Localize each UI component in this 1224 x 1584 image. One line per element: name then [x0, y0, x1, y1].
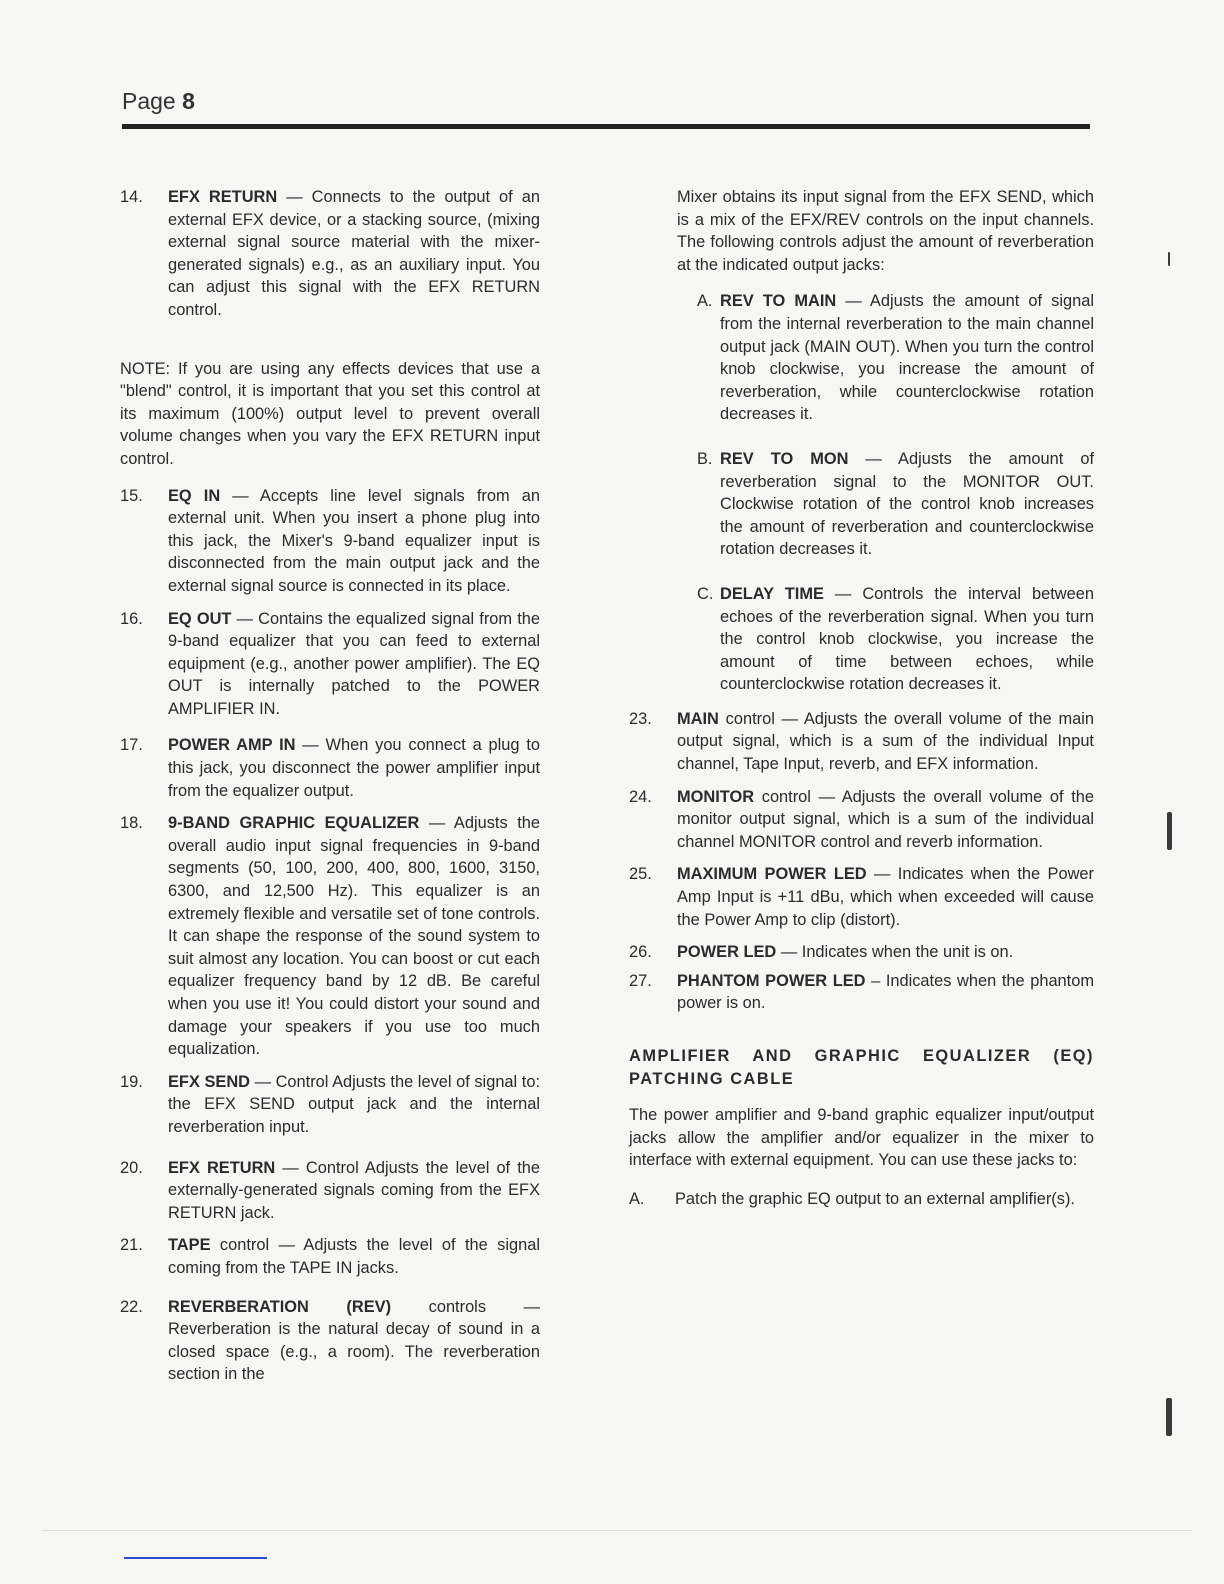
item-number: 17. — [120, 736, 143, 755]
item-title: REVERBERATION (REV) — [168, 1297, 392, 1316]
item-number: 26. — [629, 943, 652, 962]
section-heading: AMPLIFIER AND GRAPHIC EQUALIZER (EQ) PATCHING CABLE — [629, 1047, 1094, 1088]
sub-text: — Controls the interval between echoes of the reverberation signal. When you turn the control knob clockwise, you increase the amount of time between echoes, while counterclockwise rotation decreases it. — [720, 584, 1094, 694]
list-item — [120, 1234, 540, 1279]
sub-title: REV TO MON — [720, 449, 849, 468]
item-letter: A. — [629, 1189, 645, 1208]
note-paragraph: NOTE: If you are using any effects devices that use a "blend" control, it is important that you set this control at its maximum (100%) output level to prevent overall volume changes when you vary the EFX RETURN input control. — [120, 359, 540, 468]
page-title — [122, 88, 195, 115]
scan-mark — [1167, 812, 1172, 850]
item-text: – Indicates when the phantom power is on. — [677, 971, 1094, 1013]
item-number: 19. — [120, 1072, 143, 1091]
item-text: — When you connect a plug to this jack, you disconnect the power amplifier input from the equalizer output. — [168, 736, 540, 800]
item-text: — Adjusts the overall audio input signal frequencies in 9-band segments (50, 100, 200, 400, 800, 1600, 3150, 6300, and 12,500 Hz). This equalizer is an extremely flexible and versatile set of tone controls. It can shape the response of the sound system to suit almost any location. You can boost or cut each equalizer frequency band by 12 dB. Be careful when you use it! You could distort your sound and damage your speakers if you use too much equalization. — [168, 814, 540, 1059]
header-rule — [122, 124, 1090, 129]
item-title: MONITOR — [677, 787, 755, 806]
item-title: EFX RETURN — [168, 188, 278, 206]
item-title: EFX RETURN — [168, 1158, 276, 1177]
item-title: EQ IN — [168, 486, 221, 505]
item-number: 15. — [120, 486, 143, 505]
item-text: controls — Reverberation is the natural decay of sound in a closed space (e.g., a room). The reverberation section in the — [168, 1297, 540, 1384]
list-item — [629, 1188, 1094, 1211]
continuation-paragraph: Mixer obtains its input signal from the EFX SEND, which is a mix of the EFX/REV controls on the input channels. The following controls adjust the amount of reverberation at the indicated output jacks: — [677, 188, 1094, 274]
list-item — [120, 608, 540, 721]
item-text: control — Adjusts the overall volume of the monitor output signal, which is a sum of the individual channel MONITOR control and reverb information. — [677, 787, 1094, 851]
item-title: MAIN — [677, 709, 719, 728]
item-number: 20. — [120, 1158, 143, 1177]
left-column — [120, 186, 540, 1396]
item-number: 24. — [629, 787, 652, 806]
page-edge — [42, 1530, 1192, 1531]
page-number: 8 — [182, 88, 195, 114]
sub-text: — Adjusts the amount of signal from the internal reverberation to the main channel output jack (MAIN OUT). When you turn the control knob clockwise, you increase the amount of reverberation, while counterclockwise rotation decreases it. — [720, 292, 1095, 424]
item-title: EQ OUT — [168, 609, 232, 628]
list-item — [120, 812, 540, 1061]
item-text: Patch the graphic EQ output to an external amplifier(s). — [675, 1189, 1075, 1208]
sub-title: DELAY TIME — [720, 584, 824, 603]
list-item — [629, 786, 1094, 854]
item-text: — Indicates when the Power Amp Input is +11 dBu, which when exceeded will cause the Power Amp to clip (distort). — [677, 865, 1094, 929]
item-title: PHANTOM POWER LED — [677, 971, 866, 990]
sub-item — [697, 583, 1094, 696]
item-number: 27. — [629, 971, 652, 990]
right-column — [629, 186, 1094, 1211]
list-item — [120, 1157, 540, 1225]
item-text: — Indicates when the unit is on. — [776, 943, 1014, 962]
blue-underline — [124, 1557, 267, 1559]
item-text: — Contains the equalized signal from the 9-band equalizer that you can feed to external equipment (e.g., another power amplifier). The EQ OUT is internally patched to the POWER AMPLIFIER IN. — [168, 609, 540, 718]
item-text: — Connects to the output of an external EFX device, or a stacking source, (mixing external signal source material with the mixer-generated signals) e.g., as an auxiliary input. You can adjust this signal with the EFX RETURN control. — [168, 188, 540, 319]
sub-letter: A. — [697, 292, 713, 311]
scan-mark — [1168, 252, 1170, 266]
sub-item — [697, 448, 1094, 561]
list-item — [120, 1071, 540, 1139]
item-text: — Control Adjusts the level of signal to: the EFX SEND output jack and the internal reverberation input. — [168, 1072, 540, 1136]
item-title: 9-BAND GRAPHIC EQUALIZER — [168, 814, 420, 833]
list-item — [120, 186, 540, 322]
item-text: control — Adjusts the overall volume of the main output signal, which is a sum of the individual Input channel, Tape Input, reverb, and EFX information. — [677, 709, 1094, 774]
item-number: 22. — [120, 1297, 143, 1316]
list-item — [629, 941, 1094, 964]
item-text: — Accepts line level signals from an external unit. When you insert a phone plug into this jack, the Mixer's 9-band equalizer input is disconnected from the main output jack and the external signal source is connected in its place. — [168, 486, 540, 595]
item-title: POWER AMP IN — [168, 736, 296, 755]
item-text: — Control Adjusts the level of the externally-generated signals coming from the EFX RETURN jack. — [168, 1158, 540, 1222]
section-body: The power amplifier and 9-band graphic equalizer input/output jacks allow the amplifier and/or equalizer in the mixer to interface with external equipment. You can use these jacks to: — [629, 1106, 1094, 1170]
sub-letter: C. — [697, 584, 714, 603]
sub-title: REV TO MAIN — [720, 292, 837, 311]
list-item — [120, 485, 540, 598]
list-item — [629, 970, 1094, 1015]
item-title: EFX SEND — [168, 1072, 251, 1091]
item-title: MAXIMUM POWER LED — [677, 865, 867, 884]
item-text: control — Adjusts the level of the signal coming from the TAPE IN jacks. — [168, 1236, 540, 1277]
item-number: 23. — [629, 709, 652, 728]
item-number: 25. — [629, 865, 652, 884]
item-number: 16. — [120, 609, 143, 628]
item-number: 18. — [120, 814, 143, 833]
list-item — [120, 734, 540, 802]
list-item — [629, 863, 1094, 931]
page-label: Page — [122, 88, 176, 114]
sub-item — [697, 290, 1094, 426]
sub-letter: B. — [697, 449, 713, 468]
item-title: POWER LED — [677, 943, 777, 962]
scan-mark — [1166, 1398, 1172, 1436]
list-item — [120, 1296, 540, 1386]
item-number: 21. — [120, 1236, 143, 1255]
list-item — [629, 708, 1094, 776]
item-number: 14. — [120, 188, 143, 206]
item-title: TAPE — [168, 1236, 211, 1255]
sub-text: — Adjusts the amount of reverberation signal to the MONITOR OUT. Clockwise rotation of the control knob increases the amount of reverberation and counterclockwise rotation decreases it. — [720, 449, 1095, 559]
